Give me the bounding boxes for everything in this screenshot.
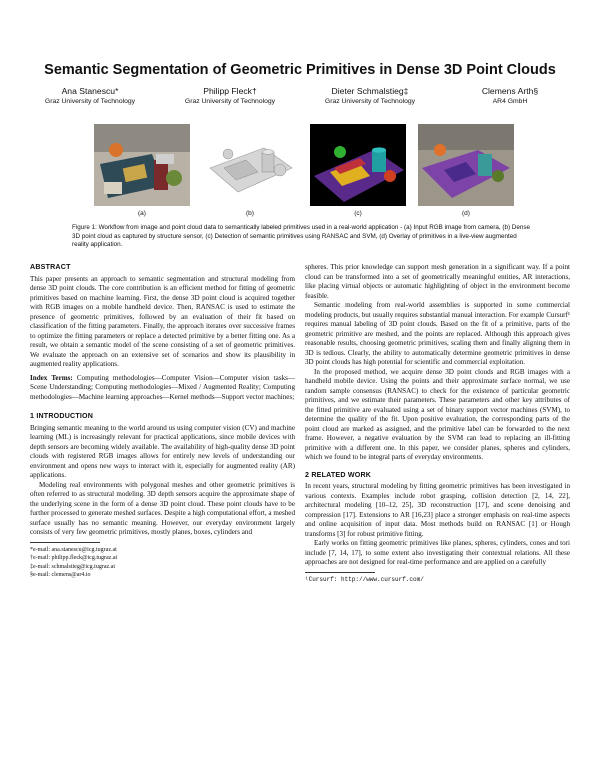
index-terms-text: Computing methodologies—Computer Vision—Computer vision tasks—Scene Understanding; Computing methodologies—Mixed / Augmented Reality; Computing methodologies—Machine learning approaches—Kernel methods—Support vector machines; <box>30 373 295 401</box>
subfigure-label-b: (b) <box>246 210 254 217</box>
author-affiliation: AR4 GmbH <box>492 98 528 105</box>
author-3 <box>300 86 440 105</box>
subfigure-label-a: (a) <box>138 210 146 217</box>
footnote-cursurf: ¹Cursurf: http://www.cursurf.com/ <box>305 575 424 583</box>
intro-paragraph-1: Bringing semantic meaning to the world around us using computer vision (CV) and machine learning (ML) is increasingly relevant for practical applications, since mobile devices with depth sensors are becoming widely available. The availability of high-quality dense 3D point clouds with registered RGB images allows for entirely new levels of understanding our environment and opens new ways to interact with it, especially for augmented reality (AR) applications. <box>30 423 295 479</box>
abstract-text: This paper presents an approach to semantic segmentation and structural modeling from dense 3D point clouds. The core contribution is an efficient method for fitting of geometric primitives based on machine learning. First, the dense 3D point cloud is acquired together with RGB images on a mobile handheld device. Then, RANSAC is used to estimate the presence of geometric primitives, followed by an evaluation of their fit based on classification of the fitting parameters. Finally, the approach iterates over successive frames to optimize the fitting parameters or replace a detected primitive by a better fitting one. As a result, we obtain a semantic model of the scene consisting of a set of geometric primitives. We evaluate the approach on an extensive set of scenarios and show its plausibility in augmented reality applications. <box>30 274 295 368</box>
footnote-rule <box>305 572 375 573</box>
rgb-photo-image <box>94 124 190 206</box>
footnote-email-4: §e-mail: clemens@ar4.io <box>30 572 91 579</box>
right-column <box>305 263 570 584</box>
index-terms <box>30 374 295 403</box>
figure-caption: Figure 1: Workflow from image and point cloud data to semantically labeled primitives used in a real-world application - (a) Input RGB image from camera, (b) Dense 3D point cloud as captured by structure sensor, (c) Detection of semantic primitives using RANSAC and SVM, (d) Overlay of primitives in a live-view augmented reality application. <box>72 224 531 249</box>
index-terms-label: Index Terms: <box>30 373 73 382</box>
right-paragraph-1: spheres. This prior knowledge can support mesh generation in a significant way. If a point cloud can be transformed into a set of geometrically meaningful entities, AR interactions, like placing virtual objects or automatic highlighting of object in the environment become feasible. <box>305 263 570 300</box>
subfigure-label-c: (c) <box>354 210 362 217</box>
author-name: Dieter Schmalstieg‡ <box>331 86 409 96</box>
author-name: Ana Stanescu* <box>61 86 119 96</box>
subfigure-label-d: (d) <box>462 210 470 217</box>
author-affiliation: Graz University of Technology <box>324 98 416 105</box>
teaser-figure <box>94 124 514 220</box>
left-column <box>30 263 295 580</box>
footnote-email-1: *e-mail: ana.stanescu@icg.tugraz.at <box>30 546 117 553</box>
related-work-heading: 2 RELATED WORK <box>305 470 372 479</box>
footnote-email-3: ‡e-mail: schmalstieg@icg.tugraz.at <box>30 563 115 570</box>
ar-overlay-image <box>418 124 514 206</box>
right-paragraph-3: In the proposed method, we acquire dense 3D point clouds and RGB images with a handheld mobile device. Using the points and their approximate surface normal, we use random sample consensus (RANSAC) to check for the existence of particular geometric primitives, and we estimate their parameters. These parameters and other key attributes of the fitted primitive are evaluated using a set of binary support vector machines (SVM), to determine the quality of the fit. Upon positive evaluation, the corresponding parts of the point cloud are marked as assigned, and the primitive label can be forwarded to the next frame. However, a negative evaluation by the SVM can lead to replacing an ill-fitting primitive with a different one. In this paper, we consider planes, spheres and cylinders, which we found to be integral parts of everyday environments. <box>305 367 570 461</box>
point-cloud-image <box>202 124 298 206</box>
author-affiliation: Graz University of Technology <box>44 98 136 105</box>
primitive-detection-image <box>310 124 406 206</box>
author-1 <box>20 86 160 105</box>
related-work-paragraph-2: Early works on fitting geometric primitives like planes, spheres, cylinders, cones and tori include [7, 14, 17], to some extent also investigating their contextual relations. All these approaches are not designed for real-time performance and are applied on a carefully <box>305 539 570 566</box>
introduction-heading: 1 INTRODUCTION <box>30 412 94 420</box>
author-4 <box>440 86 580 105</box>
author-block <box>20 86 580 110</box>
author-affiliation: Graz University of Technology <box>184 98 276 105</box>
footnote-rule <box>30 542 100 543</box>
intro-paragraph-2: Modeling real environments with polygonal meshes and other geometric primitives is often referred to as structural modeling. 3D depth sensors acquire the approximate shape of the underlying scene in the form of a dense 3D point cloud. These point clouds have to be further processed to generate meshed surfaces. Despite a high computational effort, a meshed surface usually has no semantic meaning. However, our everyday environment largely consists of very few geometric primitives, mostly planes, boxes, cylinders and <box>30 480 295 536</box>
author-name: Philipp Fleck† <box>203 86 257 96</box>
right-paragraph-2: Semantic modeling from real-world assemblies is supported in some commercial modeling products, but usually requires substantial manual interaction. For example Cursurf¹ requires manual labeling of 3D point clouds. Based on the fit of a primitive, parts of the geometric primitive are meshed, and the points are replaced. Although this approach gives reasonable results, choosing geometric primitives, scaling them and finally aligning them in 3D is tedious. Clearly, the ability to automatically determine geometric primitives in dense 3D point clouds has high potential for scientific and commercial exploitation. <box>305 301 570 366</box>
related-work-paragraph-1: In recent years, structural modeling by fitting geometric primitives has been investigated in various contexts. Examples include robot grasping, collision detection [2, 14, 22], architectural modeling [10–12, 25], 3D reconstruction [17], and scene denoising and compression [17]. Extensions to AR [16,23] place a stronger emphasis on real-time aspects and online acquisition of input data. Most methods build on RANSAC [1] or Hough transforms [3] for robust primitive fitting. <box>305 482 570 538</box>
paper-title: Semantic Segmentation of Geometric Primitives in Dense 3D Point Clouds <box>44 62 556 78</box>
author-name: Clemens Arth§ <box>481 86 539 96</box>
abstract-heading: ABSTRACT <box>30 263 71 271</box>
footnote-email-2: †e-mail: philipp.fleck@icg.tugraz.at <box>30 555 118 562</box>
author-2 <box>160 86 300 105</box>
